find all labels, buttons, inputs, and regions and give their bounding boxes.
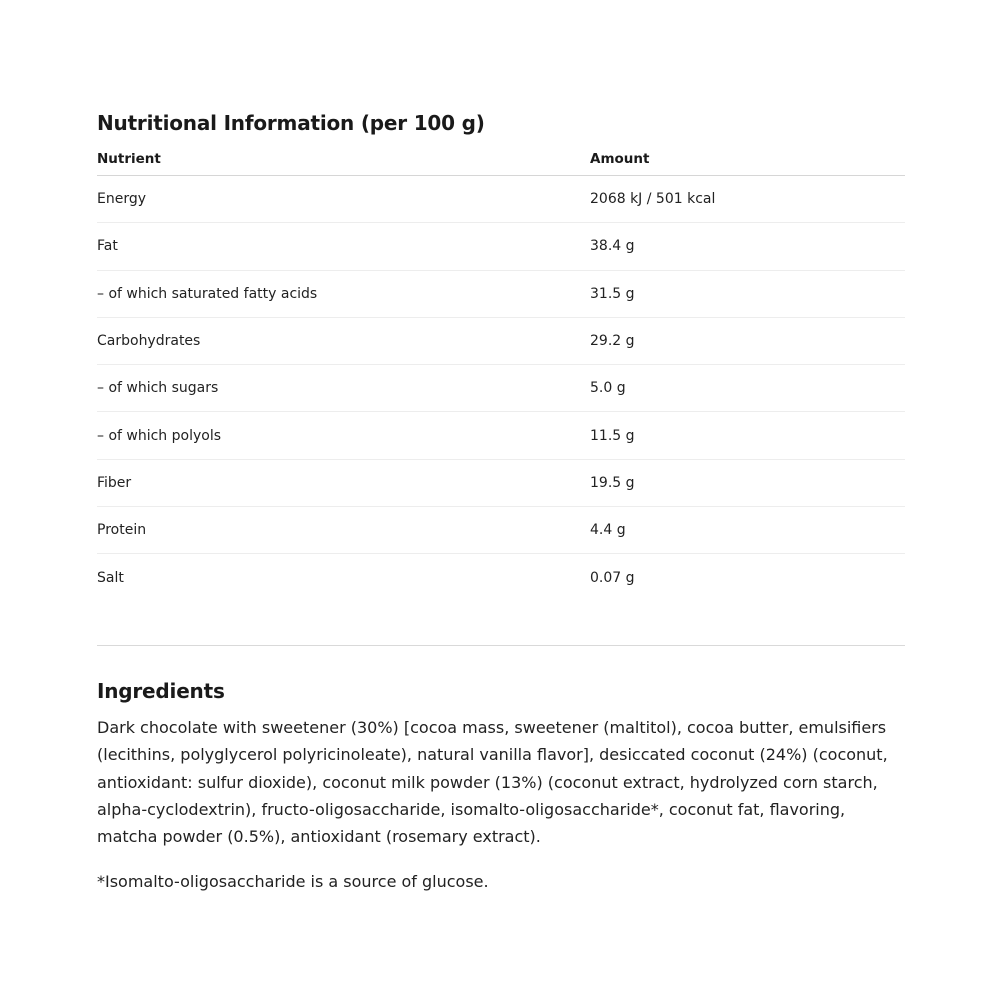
table-row <box>97 412 905 459</box>
nutrient-amount: 19.5 g <box>590 459 905 506</box>
nutrient-name: Fiber <box>97 459 590 506</box>
table-row <box>97 270 905 317</box>
nutrient-amount: 11.5 g <box>590 412 905 459</box>
nutrient-amount: 38.4 g <box>590 223 905 270</box>
nutrition-table <box>97 142 905 601</box>
nutrient-amount: 0.07 g <box>590 569 635 586</box>
table-row <box>97 365 905 412</box>
nutrient-amount: 31.5 g <box>590 270 905 317</box>
ingredients-text: Dark chocolate with sweetener (30%) [cocoa mass, sweetener (maltitol), cocoa butter, emulsifiers (lecithins, polyglycerol polyricinoleate), natural vanilla flavor], desiccated coconut (24%) (coconut, antioxidant: sulfur dioxide), coconut milk powder (13%) (coconut extract, hydrolyzed corn starch, alpha-cyclodextrin), fructo-oligosaccharide, isomalto-oligosaccharide*, coconut fat, flavoring, matcha powder (0.5%), antioxidant (rosemary extract). <box>97 718 888 847</box>
table-row <box>97 554 905 601</box>
table-row <box>97 507 905 554</box>
section-divider <box>97 645 905 646</box>
nutrient-name: Energy <box>97 176 590 223</box>
column-header-amount: Amount <box>590 142 905 176</box>
nutrient-amount: 5.0 g <box>590 365 905 412</box>
nutrient-name: – of which saturated fatty acids <box>97 270 590 317</box>
nutrient-amount: 29.2 g <box>590 317 905 364</box>
nutrient-name: Protein <box>97 507 590 554</box>
nutrient-amount: 4.4 g <box>590 507 905 554</box>
nutrient-name: Salt <box>97 569 124 586</box>
table-row <box>97 223 905 270</box>
table-row <box>97 459 905 506</box>
nutrient-name: – of which polyols <box>97 412 590 459</box>
table-row <box>97 176 905 223</box>
ingredients-footnote: *Isomalto-oligosaccharide is a source of glucose. <box>97 872 489 891</box>
column-header-nutrient: Nutrient <box>97 142 590 176</box>
nutrient-name: – of which sugars <box>97 365 590 412</box>
table-header-row <box>97 142 905 176</box>
ingredients-title: Ingredients <box>97 679 225 703</box>
table-row <box>97 317 905 364</box>
nutrition-title: Nutritional Information (per 100 g) <box>97 111 485 135</box>
nutrient-amount: 2068 kJ / 501 kcal <box>590 176 905 223</box>
nutrient-name: Fat <box>97 223 590 270</box>
nutrient-name: Carbohydrates <box>97 317 590 364</box>
